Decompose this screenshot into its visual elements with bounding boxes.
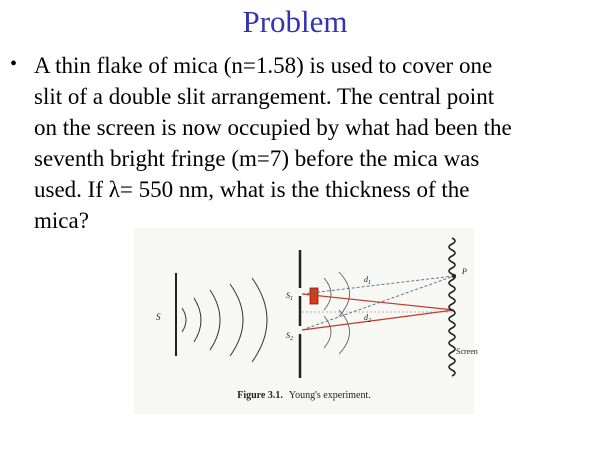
ray-s2-to-p [302,276,454,330]
problem-statement [34,50,594,236]
label-slit2-main: S [286,331,290,340]
slide-title: Problem [242,4,348,39]
label-d2-sub: 2 [368,318,371,324]
label-d1 [364,275,371,286]
problem-line: used. If λ= 550 nm, what is the thickness of the [34,177,470,202]
label-point-p: P [462,267,467,276]
label-slit2 [286,331,293,342]
point-p-marker [452,274,456,278]
ray-s1-to-center [302,294,454,310]
problem-line: slit of a double slit arrangement. The central point [34,84,495,109]
bullet-list [8,50,594,236]
figure-caption [134,390,474,401]
wavefront-arc [210,290,220,350]
figure-caption-label: Figure 3.1. [237,390,283,401]
double-slit-diagram [134,228,478,414]
label-d1-main: d [364,275,368,284]
label-screen: Screen [456,347,478,356]
label-source: S [156,312,161,322]
label-d2 [364,313,371,324]
slit1-arc [339,272,350,316]
bullet-dot-icon: • [10,53,18,75]
slit1-arc [324,278,331,310]
wavefront-arc [230,284,243,356]
screen-wavy-line [449,238,455,376]
problem-line: A thin flake of mica (n=1.58) is used to cover one [34,53,493,78]
label-slit1 [286,291,293,302]
label-slit2-sub: 2 [290,336,293,342]
problem-line: on the screen is now occupied by what had been the [34,115,512,140]
label-slit1-main: S [286,291,290,300]
problem-line: mica? [34,208,89,233]
bullet-item [8,50,594,236]
wavefront-arc [252,278,267,362]
wavefront-arc [182,308,186,332]
label-d2-main: d [364,313,368,322]
ray-s2-to-center [302,310,454,330]
label-slit1-sub: 1 [290,296,293,302]
youngs-experiment-figure [134,228,478,414]
wavefront-arc [194,298,201,342]
figure-caption-text: Young's experiment. [288,390,371,401]
label-d1-sub: 1 [368,280,371,286]
problem-line: seventh bright fringe (m=7) before the mica was [34,146,480,171]
